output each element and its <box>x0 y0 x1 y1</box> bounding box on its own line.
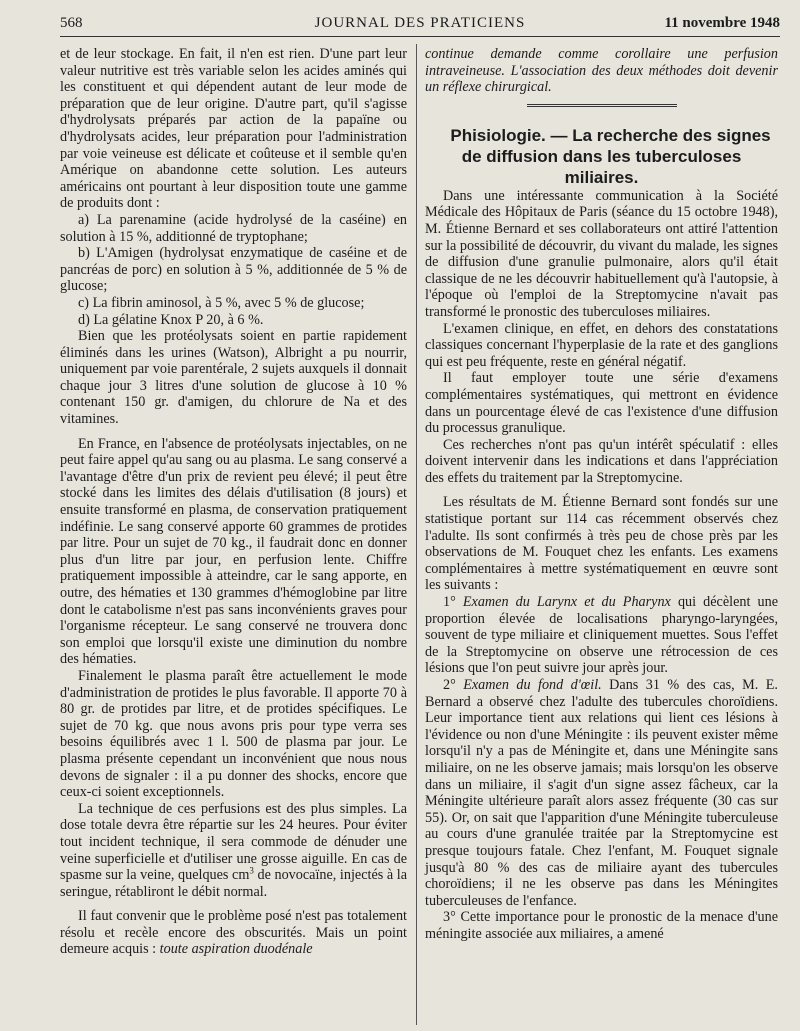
paragraph: Les résultats de M. Étienne Bernard sont fondés sur une statistique portant sur 114 cas récemment observés chez l'adulte. Ils sont confirmés à très peu de chose près par les observations de M. Fouquet chez les enfants. Les examens complémentaires à mettre systématiquement en œuvre sont les suivants : <box>425 494 778 594</box>
paragraph: Dans une intéressante communication à la Société Médicale des Hôpitaux de Paris (séance du 15 octobre 1948), M. Étienne Bernard et ses collaborateurs ont attiré l'attention sur la possibilité de découvrir, du vivant du malade, les signes de diffusion d'une granulie pulmonaire, alors qu'il était classique de ne les découvrir habituellement qu'à l'autopsie, à l'époque où l'emploi de la Streptomycine n'avait pas transformé le pronostic des tuberculoses miliaires. <box>425 187 778 320</box>
paragraph-text: de novocaïne, injectés à la seringue, rétabliront le débit normal. <box>60 867 407 900</box>
running-header <box>60 12 780 37</box>
column-divider <box>416 44 417 1025</box>
paragraph: continue demande comme corollaire une perfusion intraveineuse. L'association des deux méthodes doit devenir un réflexe chirurgical. <box>425 46 778 96</box>
section-title: Phisiologie. — La recherche des signes de diffusion dans les tuberculoses miliaires. <box>450 125 771 187</box>
paragraph-text: qui décèlent une proportion élevée de localisations pharyngo-laryngées, souvent de type miliaire et cliniquement muettes. Sous l'effet de la Streptomycine on observe une rétrocession de ces lésions que l'on peut suivre jour après jour. <box>425 594 778 677</box>
paragraph <box>60 801 407 901</box>
paragraph: Bien que les protéolysats soient en partie rapidement éliminés dans les urines (Watson), Albright a pu nourrir, uniquement par voie parentérale, 2 sujets auxquels il donnait chaque jour 3 litres d'une solution de glucose à 10 % contenant 150 gr. d'amigen, du chlorure de Na et des vitamines. <box>60 328 407 428</box>
page-number: 568 <box>60 15 83 31</box>
paragraph <box>60 908 407 958</box>
paragraph-text: Dans 31 % des cas, M. E. Bernard a observé chez l'adulte des tubercules choroïdiens. Leur importance tient aux relations qui lient ces lésions à l'évidence ou non d'une Méningite : ils peuvent exister même lorsqu'il n'y a pas de Méningite et, dans une Méningite sans miliaire, on ne les observe jamais; mais lorsqu'on les observe dans un miliaire, il s'agit d'un signe assez fâcheux, car la Méningite ultérieure paraît alors assez fréquente (30 cas sur 55). Or, on sait que l'apparition d'une Méningite tuberculeuse au cours d'une granulée traitée par la Streptomycine est presque toujours fatale. Chez l'enfant, M. Fouquet signale jusqu'à 80 % des cas de miliaire ayant des tubercules choroïdiens; il ne les observe pas dans les Méningites tuberculeuses de l'enfance. <box>425 677 778 909</box>
paragraph-text: La technique de ces perfusions est des plus simples. La dose totale devra être répartie sur les 24 heures. Pour éviter tout incident technique, il sera commode de dénuder une veine superficielle et d'utiliser une grosse aiguille. En cas de spasme sur la veine, quelques cm <box>60 800 407 884</box>
left-column <box>60 46 407 1025</box>
paragraph <box>425 677 778 909</box>
paragraph: Finalement le plasma paraît être actuellement le mode d'administration de protides le plus favorable. Il apporte 70 à 80 gr. de protides par litre, et de protides spécifiques. Le sujet de 70 kg. que nous avons pris pour type verra ses besoins équilibrés avec 1 l. 500 de plasma par jour. Le plasma présente cependant un inconvénient que nous nous devons de signaler : il a pu donner des shocks, encore que ceux-ci soient exceptionnels. <box>60 667 407 801</box>
paragraph <box>425 594 778 677</box>
list-item: c) La fibrin aminosol, à 5 %, avec 5 % de glucose; <box>78 294 365 311</box>
issue-date: 11 novembre 1948 <box>664 15 780 31</box>
item-number: 1° <box>443 594 463 611</box>
list-item: b) L'Amigen (hydrolysat enzymatique de caséine et de pancréas de porc) en solution à 5 %, additionnée de 5 % de glucose; <box>60 245 407 295</box>
superscript: 3 <box>249 865 254 876</box>
paragraph: et de leur stockage. En fait, il n'en est rien. D'une part leur valeur nutritive est très variable selon les acides aminés qui les constituent et qui dépendent autant de leur mode de préparation que de leur origine. D'autre part, qu'il s'agisse d'hydrolysats préparés par action de la papaïne ou d'hydrolysats acides, leur préparation pour l'administration par voie veineuse est délicate et coûteuse et il semble qu'en Amérique on abandonne cette solution. Les auteurs américains ont pourtant à leur disposition toute une gamme de produits dont : <box>60 46 407 212</box>
list-item: d) La gélatine Knox P 20, à 6 %. <box>78 311 264 328</box>
right-column <box>425 46 778 1025</box>
paragraph: Il faut employer toute une série d'examens complémentaires systématiques, qui mettront en évidence dans un pourcentage élevé de cas l'existence d'une diffusion du processus granulique. <box>425 370 778 437</box>
emphasis: Examen du Larynx et du Pharynx <box>462 594 671 611</box>
emphasis: Examen du fond d'œil. <box>463 677 602 693</box>
journal-title: JOURNAL DES PRATICIENS <box>314 15 526 31</box>
paragraph: En France, en l'absence de protéolysats injectables, on ne peut faire appel qu'au sang ou au plasma. Le sang conservé a l'avantage d'être d'un prix de revient peu élevé; il peut être stocké dans les limites des délais d'utilisation (8 jours) et ensuite transformé en plasma, de conservation pratiquement indéfinie. Le sang conservé apporte 60 grammes de protides par litre. Pour un sujet de 70 kg., il faudrait donc en donner plus d'un litre par jour, en perfusion lente. Chiffre pratiquement impossible à atteindre, car le sang apporte, en outre, des hématies et 130 grammes d'hémoglobine par litre dont le catabolisme n'est pas sans inconvénients graves pour l'organisme récepteur. Le sang conservé ne trouvera donc son emploi que lorsqu'il existe une diminution du nombre des hématies. <box>60 435 407 668</box>
section-separator <box>527 104 677 107</box>
paragraph: 3° Cette importance pour le pronostic de la menace d'une méningite associée aux miliaires, a amené <box>425 909 778 942</box>
item-number: 2° <box>443 677 464 693</box>
paragraph-text: Il faut convenir que le problème posé n'est pas totalement résolu et recèle encore des obscurités. Mais un point demeure acquis : <box>60 908 407 958</box>
list-item: a) La parenamine (acide hydrolysé de la caséine) en solution à 15 %, additionné de tryptophane; <box>60 211 407 245</box>
paragraph: L'examen clinique, en effet, en dehors des constatations classiques concernant l'hyperplasie de la rate et des ganglions qui est peu fréquente, reste en général négatif. <box>425 320 778 370</box>
paragraph: Ces recherches n'ont pas qu'un intérêt spéculatif : elles doivent intervenir dans les indications et dans l'appréciation des effets du traitement par la Streptomycine. <box>425 436 778 486</box>
emphasis: toute aspiration duodénale <box>159 941 313 958</box>
